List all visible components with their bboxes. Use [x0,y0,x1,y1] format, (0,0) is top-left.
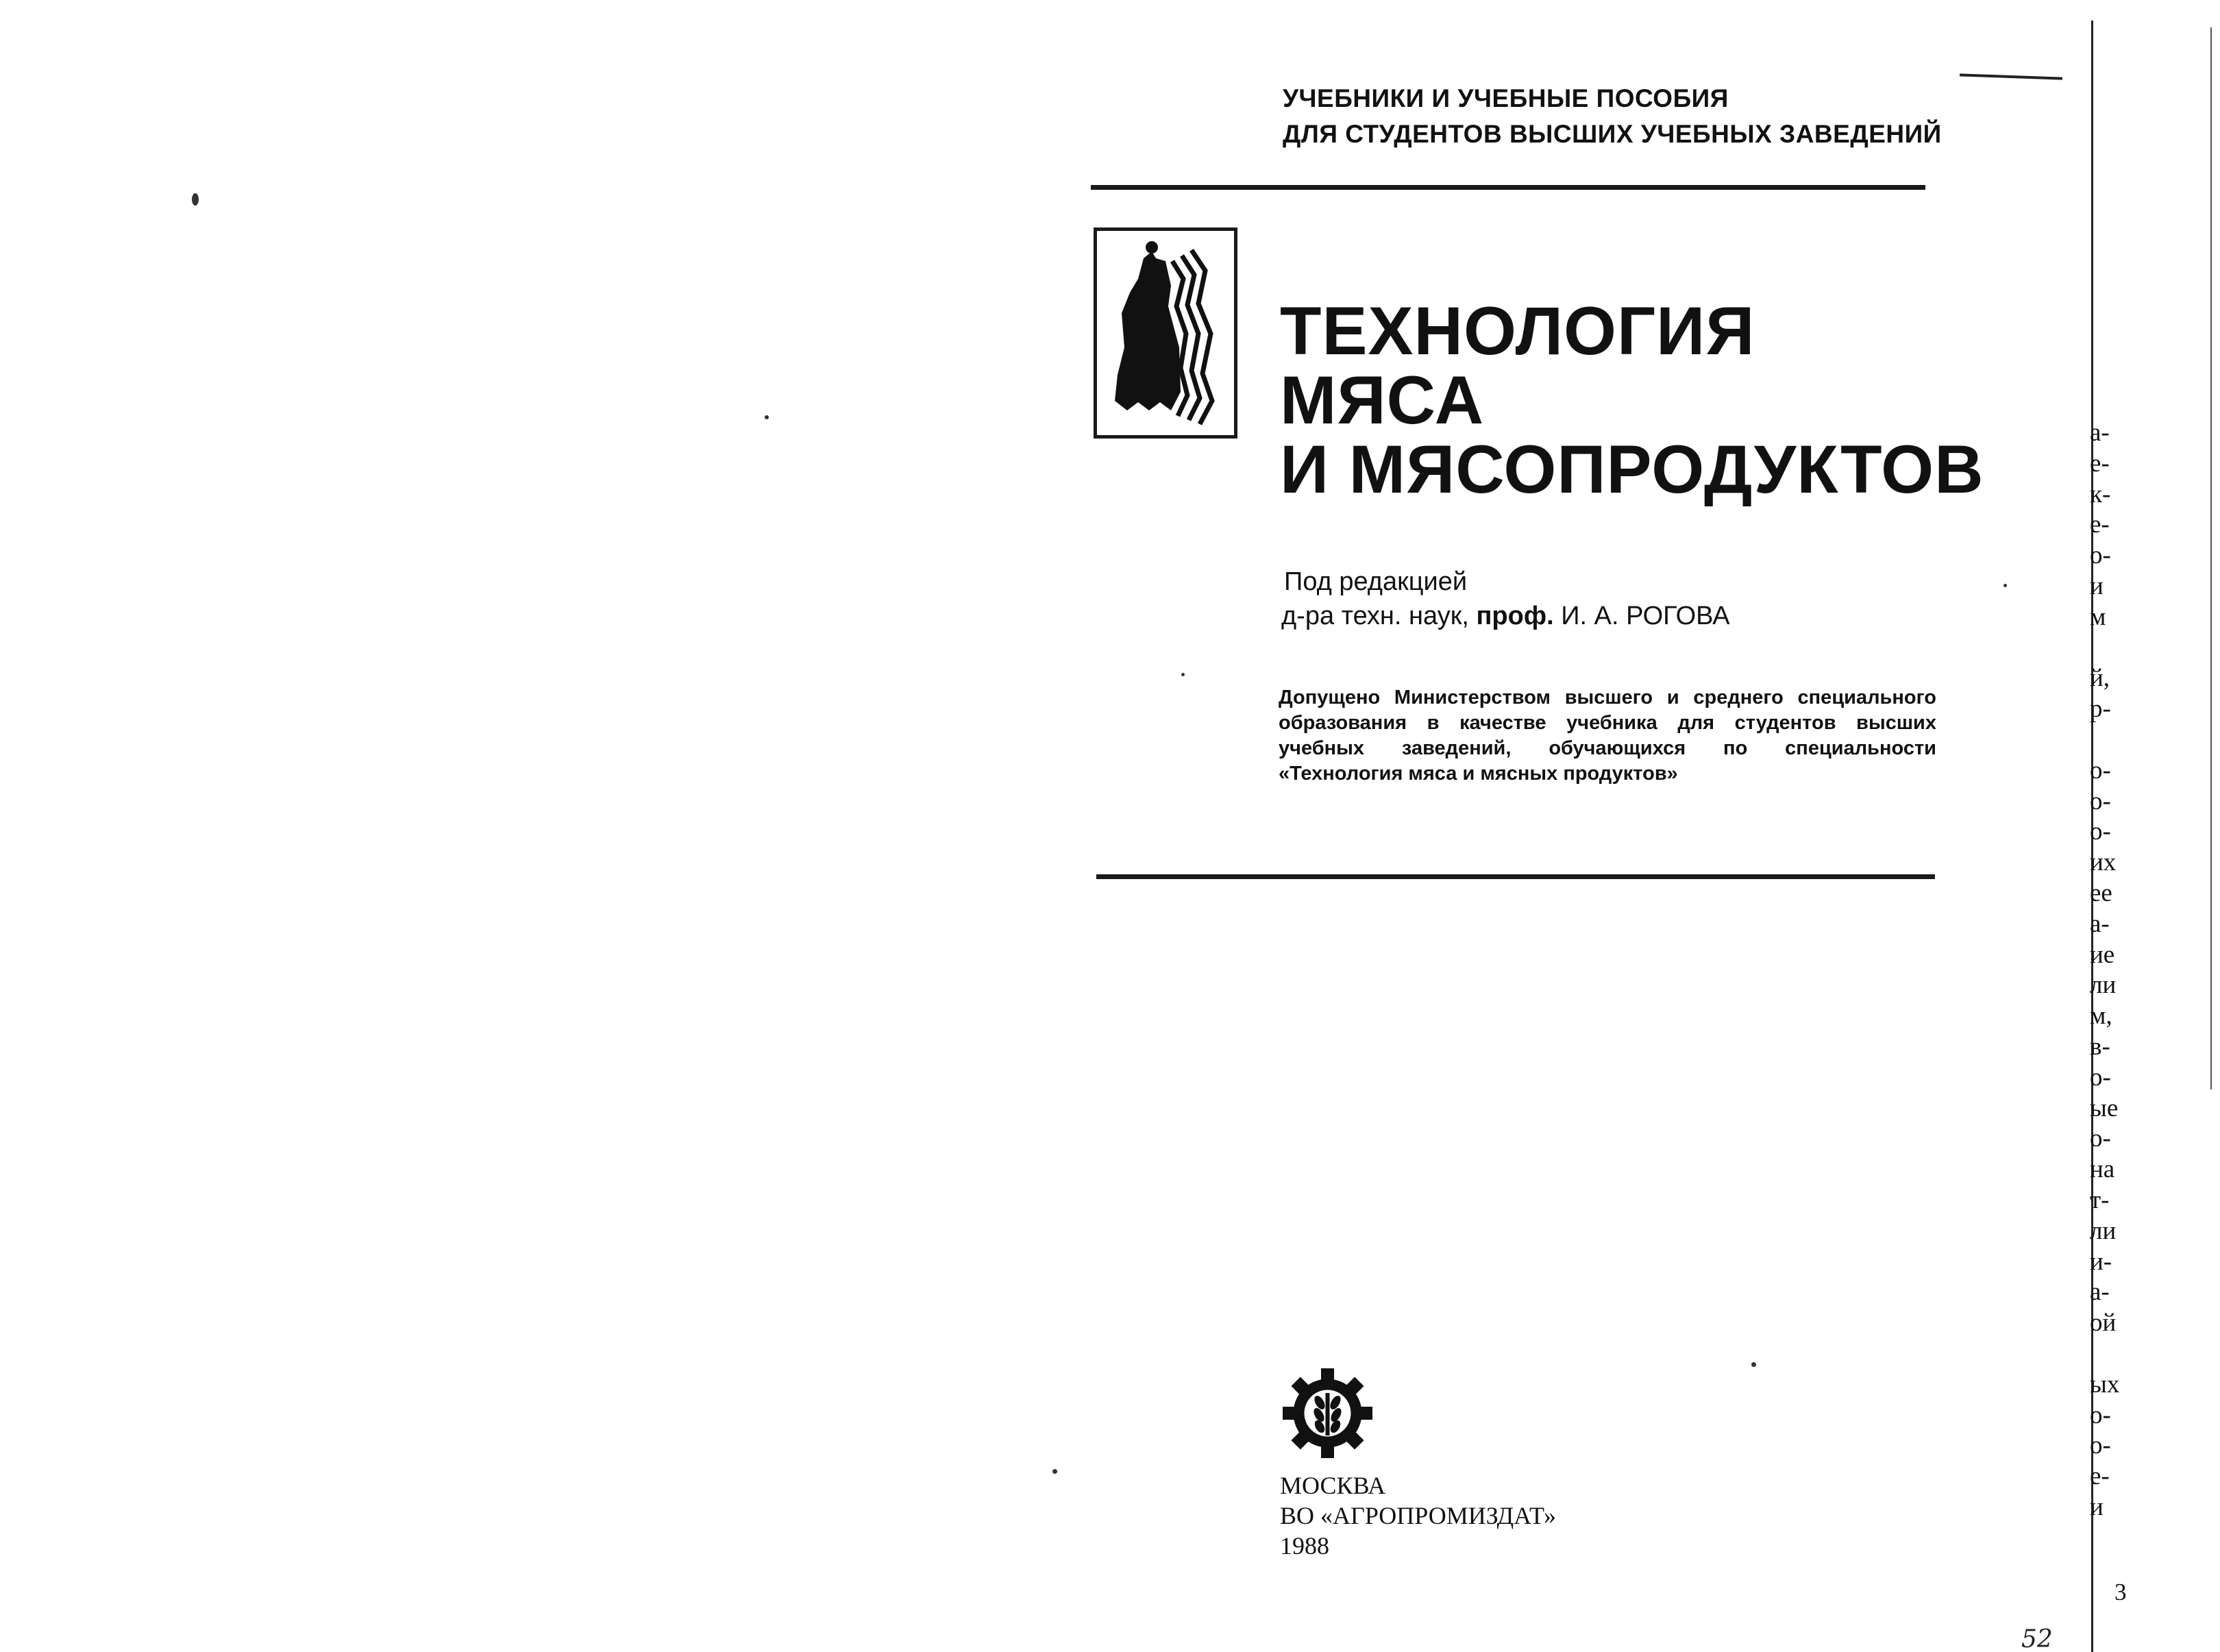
margin-fragment: ее [2090,878,2112,907]
imprint-year: 1988 [1280,1532,1329,1559]
margin-fragment: о- [2090,541,2111,570]
top-rule [1091,185,1925,190]
title-line-3: И МЯСОПРОДУКТОВ [1280,431,1984,507]
margin-fragment: т- [2090,1185,2110,1214]
scan-speck [1751,1362,1756,1367]
margin-fragment: ые [2090,1094,2119,1122]
title-line-2: МЯСА [1280,362,1485,438]
margin-fragment: е- [2090,510,2110,539]
margin-fragment: р- [2090,695,2111,724]
margin-fragment: о- [2090,1063,2111,1092]
meat-carcass-emblem-icon [1097,231,1234,435]
margin-fragment: а- [2090,909,2110,938]
margin-fragment [2090,633,2119,664]
margin-fragment: на [2090,1155,2115,1184]
agropromizdat-gear-wheat-logo-icon [1281,1367,1374,1459]
margin-fragment: е- [2090,1462,2110,1491]
margin-fragment: ой [2090,1309,2117,1337]
margin-fragment: а- [2090,1278,2110,1307]
scan-mark [1960,73,2062,79]
scan-speck [1181,673,1185,676]
series-line-2: ДЛЯ СТУДЕНТОВ ВЫСШИХ УЧЕБНЫХ ЗАВЕДЕНИЙ [1283,120,1942,148]
margin-fragment: о- [2090,817,2111,846]
margin-fragment: м, [2090,1002,2112,1031]
margin-fragment: о- [2090,1401,2111,1429]
bottom-rule [1096,874,1935,879]
series-line-1: УЧЕБНИКИ И УЧЕБНЫЕ ПОСОБИЯ [1283,84,1729,112]
margin-fragment: ых [2090,1370,2120,1398]
book-title [1280,293,1984,507]
scan-speck [765,415,769,419]
publisher-logo [1281,1367,1374,1459]
margin-fragment: м [2090,602,2106,631]
ministry-approval-note: Допущено Министерством высшего и среднего специального образования в качестве учебника для студентов высших учебных заведений, обучающихся по специальности «Технология мяса и мясных продуктов» [1279,687,1936,785]
editor-line-1: Под редакцией [1284,567,1468,596]
editor-rank: проф. [1476,602,1554,630]
margin-fragment: о- [2090,1431,2111,1460]
margin-fragment [2090,1339,2119,1370]
margin-fragment: а- [2090,419,2110,447]
margin-fragment: и [2090,571,2104,600]
margin-fragment: о- [2090,756,2111,785]
title-line-1: ТЕХНОЛОГИЯ [1280,293,1755,369]
handwritten-note [2020,1623,2061,1650]
imprint [1280,1470,1556,1561]
margin-fragment: ли [2090,971,2117,1000]
editor-degree: д-ра техн. наук, [1281,602,1477,630]
margin-fragment: к- [2090,480,2111,508]
page-number: 3 [2114,1579,2127,1605]
series-heading [1283,81,1942,152]
scan-speck [1052,1469,1057,1474]
editor-name: И. А. РОГОВА [1553,602,1730,630]
margin-fragment: и [2090,1492,2104,1521]
scan-speck [192,193,199,206]
margin-fragment: в- [2090,1032,2110,1061]
margin-fragment: о- [2090,787,2111,815]
imprint-publisher: ВО «АГРОПРОМИЗДАТ» [1280,1502,1557,1529]
margin-fragment: о- [2090,1124,2111,1153]
margin-fragment: ие [2090,940,2115,969]
margin-fragment [2090,725,2119,756]
scan-speck [2003,584,2007,587]
handwritten-note-text: 52 [2021,1625,2053,1650]
margin-fragment: е- [2090,449,2110,478]
margin-fragment: ли [2090,1216,2117,1245]
margin-fragment: их [2090,848,2117,877]
editor-line-2 [1281,599,1730,633]
margin-fragment: й, [2090,664,2110,693]
cover-emblem [1094,227,1237,439]
margin-fragment: и- [2090,1247,2112,1276]
page-edge-line [2210,27,2212,1089]
imprint-city: МОСКВА [1280,1472,1386,1499]
editor-credit [1281,565,1730,633]
next-page-text-fragments [2090,418,2119,1523]
